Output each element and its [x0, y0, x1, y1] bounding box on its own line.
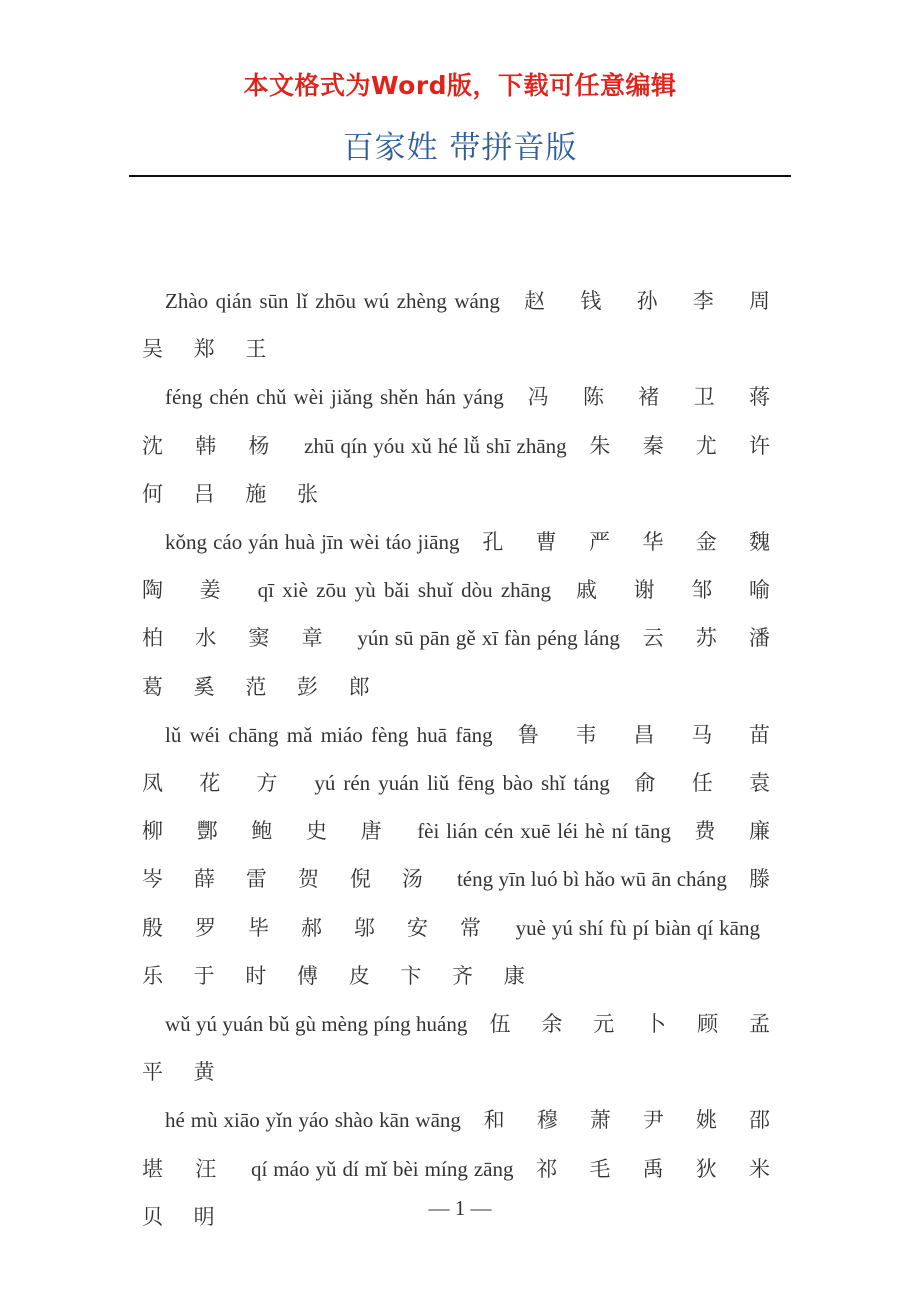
pinyin-text: yún sū pān gě xī fàn péng láng: [357, 626, 620, 651]
hanzi-text: 费 廉 岑 薛 雷 贺 倪 汤: [142, 819, 782, 892]
paragraph: [142, 711, 782, 1000]
hanzi-text: 乐 于 时 傅 皮 卞 齐 康: [142, 963, 537, 988]
document-title: 百家姓 带拼音版: [342, 130, 578, 166]
title-divider: [129, 175, 791, 177]
hanzi-text: 伍 余 元 卜 顾 孟 平 黄: [142, 1012, 782, 1085]
paragraph: [142, 277, 782, 373]
paragraph: [142, 373, 782, 518]
page-number: — 1 —: [428, 1196, 492, 1220]
pinyin-text: qí máo yǔ dí mǐ bèi míng zāng: [250, 1156, 514, 1181]
pinyin-text: yuè yú shí fù pí biàn qí kāng: [515, 915, 760, 940]
hanzi-text: 俞 任 袁 柳 酆 鲍 史 唐: [142, 771, 783, 844]
hanzi-text: 赵 钱 孙 李 周 吴 郑 王: [142, 289, 782, 362]
pinyin-text: yú rén yuán liǔ fēng bào shǐ táng: [314, 771, 610, 796]
paragraph: [142, 1000, 782, 1096]
hanzi-text: 滕 殷 罗 毕 郝 邬 安 常: [142, 867, 782, 940]
hanzi-text: 祁 毛 禹 狄 米 贝 明: [142, 1156, 782, 1229]
pinyin-text: fèi lián cén xuē léi hè ní tāng: [417, 819, 671, 844]
pinyin-text: Zhào qián sūn lǐ zhōu wú zhèng wáng: [165, 289, 500, 313]
hanzi-text: 冯 陈 褚 卫 蒋 沈 韩 杨: [142, 385, 782, 458]
pinyin-text: zhū qín yóu xǔ hé lǚ shī zhāng: [304, 433, 567, 458]
hanzi-text: 和 穆 萧 尹 姚 邵 堪 汪: [142, 1108, 782, 1181]
hanzi-text: 鲁 韦 昌 马 苗 凤 花 方: [142, 722, 783, 796]
pinyin-text: kǒng cáo yán huà jīn wèi táo jiāng: [165, 530, 460, 555]
paragraph: [142, 518, 782, 711]
format-notice-banner: 本文格式为Word版，下载可任意编辑: [243, 71, 677, 100]
hanzi-text: 孔 曹 严 华 金 魏 陶 姜: [142, 530, 782, 603]
pinyin-text: féng chén chǔ wèi jiǎng shěn hán yáng: [165, 385, 504, 410]
hanzi-text: 朱 秦 尤 许 何 吕 施 张: [142, 433, 782, 506]
pinyin-text: lǔ wéi chāng mǎ miáo fèng huā fāng: [165, 722, 493, 747]
document-body: [142, 277, 782, 1241]
pinyin-text: hé mù xiāo yǐn yáo shào kān wāng: [165, 1108, 461, 1133]
hanzi-text: 云 苏 潘 葛 奚 范 彭 郎: [142, 626, 782, 699]
pinyin-text: qī xiè zōu yù bǎi shuǐ dòu zhāng: [257, 578, 551, 603]
hanzi-text: 戚 谢 邹 喻 柏 水 窦 章: [142, 578, 782, 651]
pinyin-text: wǔ yú yuán bǔ gù mèng píng huáng: [165, 1012, 468, 1037]
pinyin-text: téng yīn luó bì hǎo wū ān cháng: [456, 867, 727, 892]
